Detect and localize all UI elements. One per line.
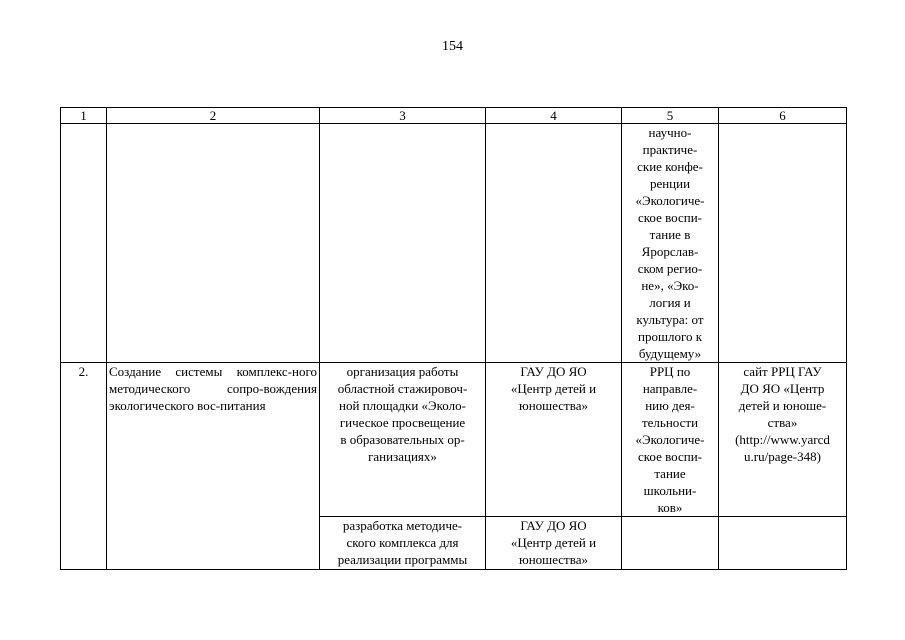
header-cell-col4: 4 [486,108,622,124]
header-cell-col5: 5 [622,108,719,124]
header-cell-col2: 2 [107,108,320,124]
row-number-cell: 2. [61,363,107,570]
header-cell-col6: 6 [719,108,847,124]
activity-cell: разработка методиче- ского комплекса для реализации программы [320,517,486,570]
result-cell [622,517,719,570]
organization-cell [486,124,622,363]
source-cell [719,124,847,363]
table-row [61,363,847,517]
header-cell-col3: 3 [320,108,486,124]
task-cell [107,124,320,363]
source-cell [719,517,847,570]
plan-table [60,107,847,570]
row-number-cell [61,124,107,363]
header-cell-col1: 1 [61,108,107,124]
result-cell: РРЦ по направле- нию дея- тельности «Экологиче- ское воспи- тание школьни- ков» [622,363,719,517]
table-header-row [61,108,847,124]
page-number: 154 [442,39,463,54]
result-cell: научно- практиче- ские конфе- ренции «Экологиче- ское воспи- тание в Ярорслав- ском регио- не», «Эко- логия и культура: от прошлого к будущему» [622,124,719,363]
activity-cell [320,124,486,363]
organization-cell: ГАУ ДО ЯО «Центр детей и юношества» [486,363,622,517]
organization-cell: ГАУ ДО ЯО «Центр детей и юношества» [486,517,622,570]
table-row [61,124,847,363]
activity-cell: организация работы областной стажировоч- ной площадки «Эколо- гическое просвещение в образовательных ор- ганизациях» [320,363,486,517]
source-cell: сайт РРЦ ГАУ ДО ЯО «Центр детей и юноше- ства» (http://www.yarcd u.ru/page-348) [719,363,847,517]
task-cell: Создание системы комплекс-ного методического сопро-вождения экологического вос-питания [107,363,320,570]
